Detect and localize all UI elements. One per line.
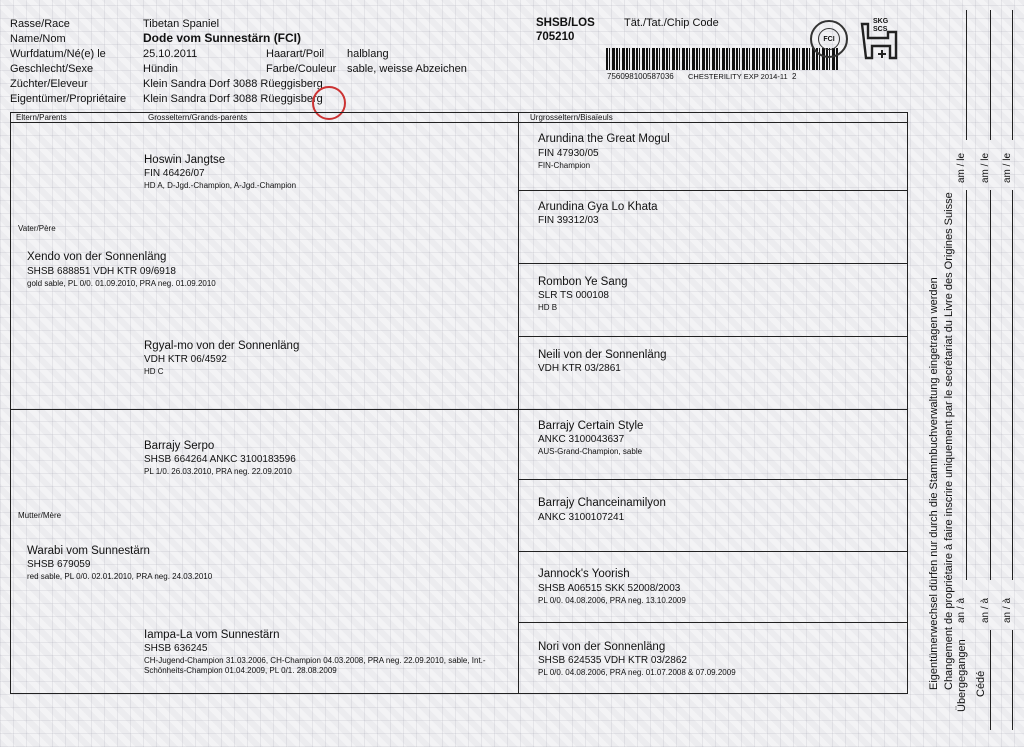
skg-logo bbox=[858, 18, 904, 62]
gg-row-divider bbox=[518, 622, 908, 623]
grandparent-name: Iampa-La vom Sunnestärn bbox=[144, 629, 280, 641]
value-zuechter: Klein Sandra Dorf 3088 Rüeggisberg bbox=[143, 78, 323, 90]
great-grandparent-name: Jannock's Yoorish bbox=[538, 568, 630, 580]
great-grandparent-name: Barrajy Chanceinamilyon bbox=[538, 497, 666, 509]
great-grandparent-reg: SHSB 624535 VDH KTR 03/2862 bbox=[538, 655, 687, 666]
label-vater: Vater/Père bbox=[18, 224, 56, 233]
column-divider-3 bbox=[518, 112, 519, 694]
gg-row-divider bbox=[518, 551, 908, 552]
great-grandparent-reg: FIN 47930/05 bbox=[538, 148, 599, 159]
header-urgrosseltern: Urgrosseltern/Bisaïeuls bbox=[530, 113, 613, 122]
value-farbe: sable, weisse Abzeichen bbox=[347, 63, 467, 75]
gg-row-divider bbox=[518, 190, 908, 191]
value-wurfdatum: 25.10.2011 bbox=[143, 48, 198, 60]
grandparent-note: HD C bbox=[144, 367, 164, 376]
gg-row-divider bbox=[518, 479, 908, 480]
value-rasse: Tibetan Spaniel bbox=[143, 18, 220, 30]
barcode-number: 756098100587036 bbox=[607, 72, 674, 81]
grandparent-note: HD A, D-Jgd.-Champion, A-Jgd.-Champion bbox=[144, 181, 297, 190]
gg-row-divider bbox=[518, 409, 908, 410]
label-haarart: Haarart/Poil bbox=[266, 48, 325, 60]
great-grandparent-note: PL 0/0. 04.08.2006, PRA neg. 01.07.2008 & 07.09.2009 bbox=[538, 668, 736, 677]
grandparent-name: Barrajy Serpo bbox=[144, 440, 215, 452]
value-geschlecht: Hündin bbox=[143, 63, 178, 75]
parents-divider bbox=[10, 409, 518, 410]
label-uebergegangen: Übergegangen bbox=[956, 639, 968, 712]
side-notice-fr: Changement de propriétaire à faire inscrire uniquement par le secrétariat du Livre des Origines Suisse bbox=[943, 192, 955, 690]
value-dog-name: Dode vom Sunnestärn (FCI) bbox=[143, 31, 302, 45]
label-chip: Tät./Tat./Chip Code bbox=[624, 17, 719, 29]
great-grandparent-reg: SLR TS 000108 bbox=[538, 290, 609, 301]
grandparent-note-2: Schönheits-Champion 01.04.2009, PL 0/1. 28.08.2009 bbox=[144, 666, 337, 675]
great-grandparent-note: FIN-Champion bbox=[538, 161, 591, 170]
label-cede: Cédé bbox=[975, 670, 987, 697]
skg-logo-text: SKG bbox=[873, 18, 889, 25]
label-an-a: an / à bbox=[1002, 597, 1013, 623]
chip-digit: 2 bbox=[792, 72, 797, 81]
header-eltern: Eltern/Parents bbox=[16, 113, 67, 122]
great-grandparent-name: Neili von der Sonnenläng bbox=[538, 349, 667, 361]
label-name: Name/Nom bbox=[10, 33, 66, 45]
scs-logo-text: SCS bbox=[873, 26, 888, 33]
great-grandparent-name: Rombon Ye Sang bbox=[538, 276, 628, 288]
label-an-a: an / à bbox=[956, 597, 967, 623]
label-am-le: am / le bbox=[1002, 152, 1013, 183]
father-name: Xendo von der Sonnenläng bbox=[27, 251, 167, 263]
great-grandparent-name: Arundina the Great Mogul bbox=[538, 133, 670, 145]
grandparent-note: CH-Jugend-Champion 31.03.2006, CH-Champion 04.03.2008, PRA neg. 22.09.2010, sable, Int.- bbox=[144, 656, 486, 665]
value-eigentuemer: Klein Sandra Dorf 3088 Rüeggisberg bbox=[143, 93, 323, 105]
label-geschlecht: Geschlecht/Sexe bbox=[10, 63, 94, 75]
great-grandparent-note: PL 0/0. 04.08.2006, PRA neg. 13.10.2009 bbox=[538, 596, 686, 605]
great-grandparent-note: AUS-Grand-Champion, sable bbox=[538, 447, 643, 456]
grandparent-reg: SHSB 664264 ANKC 3100183596 bbox=[144, 454, 296, 465]
mother-reg: SHSB 679059 bbox=[27, 559, 91, 570]
transfer-owner-line bbox=[990, 190, 991, 580]
mother-note: red sable, PL 0/0. 02.01.2010, PRA neg. 24.03.2010 bbox=[27, 572, 213, 581]
label-shsb: SHSB/LOS bbox=[536, 17, 595, 29]
value-haarart: halblang bbox=[347, 48, 389, 60]
transfer-date-line bbox=[966, 10, 967, 140]
grandparent-name: Hoswin Jangtse bbox=[144, 154, 226, 166]
grandparent-name: Rgyal-mo von der Sonnenläng bbox=[144, 340, 300, 352]
transfer-owner-line bbox=[1012, 630, 1013, 730]
fci-logo bbox=[810, 20, 848, 58]
header-divider bbox=[10, 122, 908, 123]
grandparent-reg: FIN 46426/07 bbox=[144, 168, 205, 179]
great-grandparent-note: HD B bbox=[538, 303, 558, 312]
great-grandparent-reg: ANKC 3100107241 bbox=[538, 512, 625, 523]
grandparent-reg: SHSB 636245 bbox=[144, 643, 208, 654]
transfer-date-line bbox=[1012, 10, 1013, 140]
gg-row-divider bbox=[518, 336, 908, 337]
transfer-date-line bbox=[990, 10, 991, 140]
label-eigentuemer: Eigentümer/Propriétaire bbox=[10, 93, 127, 105]
great-grandparent-reg: VDH KTR 03/2861 bbox=[538, 363, 621, 374]
transfer-owner-line bbox=[966, 190, 967, 580]
gg-row-divider bbox=[518, 263, 908, 264]
great-grandparent-reg: FIN 39312/03 bbox=[538, 215, 599, 226]
great-grandparent-reg: SHSB A06515 SKK 52008/2003 bbox=[538, 583, 681, 594]
transfer-owner-line bbox=[1012, 190, 1013, 580]
label-farbe: Farbe/Couleur bbox=[266, 63, 337, 75]
father-reg: SHSB 688851 VDH KTR 09/6918 bbox=[27, 266, 176, 277]
grandparent-note: PL 1/0. 26.03.2010, PRA neg. 22.09.2010 bbox=[144, 467, 292, 476]
label-wurfdatum: Wurfdatum/Né(e) le bbox=[10, 48, 106, 60]
label-am-le: am / le bbox=[980, 152, 991, 183]
great-grandparent-reg: ANKC 3100043637 bbox=[538, 434, 625, 445]
grandparent-reg: VDH KTR 06/4592 bbox=[144, 354, 227, 365]
value-shsb-number: 705210 bbox=[536, 31, 575, 43]
label-an-a: an / à bbox=[980, 597, 991, 623]
transfer-owner-line bbox=[990, 630, 991, 730]
great-grandparent-name: Barrajy Certain Style bbox=[538, 420, 644, 432]
great-grandparent-name: Nori von der Sonnenläng bbox=[538, 641, 666, 653]
barcode-icon bbox=[606, 48, 838, 70]
pedigree-table bbox=[10, 112, 908, 694]
chip-note: CHESTERILITY EXP 2014-11 bbox=[688, 72, 788, 81]
label-zuechter: Züchter/Eleveur bbox=[10, 78, 88, 90]
label-am-le: am / le bbox=[956, 152, 967, 183]
fci-logo-text: FCI bbox=[818, 28, 840, 50]
mother-name: Warabi vom Sunnestärn bbox=[27, 545, 150, 557]
header-grosseltern: Grosseltern/Grands-parents bbox=[148, 113, 248, 122]
great-grandparent-name: Arundina Gya Lo Khata bbox=[538, 201, 658, 213]
label-mutter: Mutter/Mère bbox=[18, 511, 62, 520]
father-note: gold sable, PL 0/0. 01.09.2010, PRA neg. 01.09.2010 bbox=[27, 279, 216, 288]
label-rasse: Rasse/Race bbox=[10, 18, 70, 30]
side-notice-de: Eigentümerwechsel dürfen nur durch die Stammbuchverwaltung eingetragen werden bbox=[928, 277, 940, 690]
